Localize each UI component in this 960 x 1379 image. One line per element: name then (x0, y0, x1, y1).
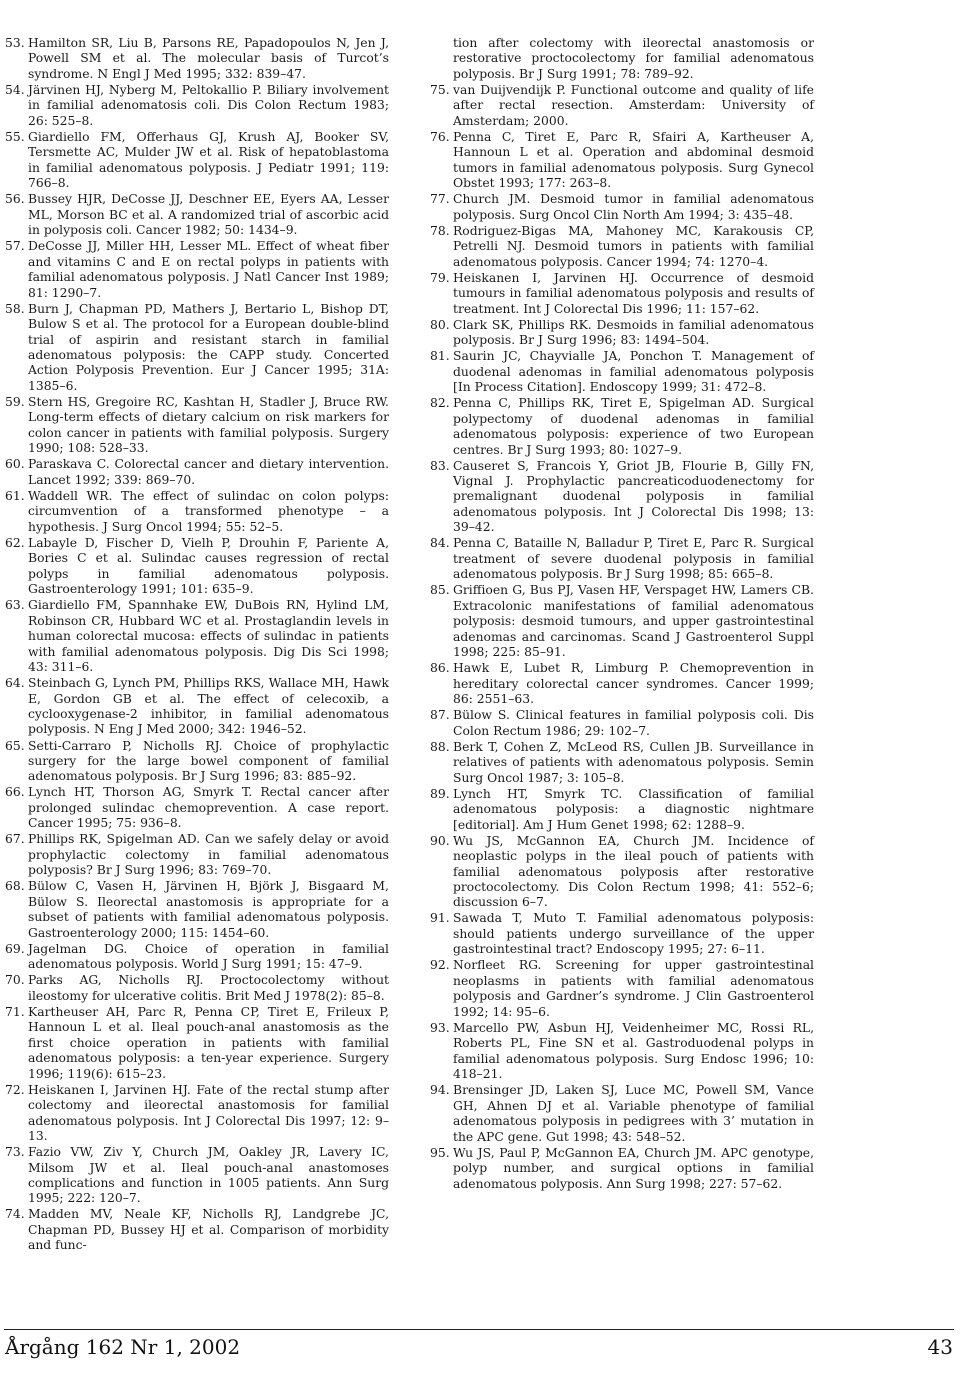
reference-item (5, 973, 389, 1004)
reference-citation: Setti-Carraro P, Nicholls RJ. Choice of prophylactic surgery for the large bowel component of familial adenomatous polyposis. Br J Surg 1996; 83: 885–92. (28, 738, 389, 784)
reference-citation: Berk T, Cohen Z, McLeod RS, Cullen JB. Surveillance in relatives of patients with adenomatous polyposis. Semin Surg Oncol 1987; 3: 105–8. (453, 739, 814, 785)
reference-number: 88. (430, 739, 450, 754)
reference-number: 64. (5, 676, 25, 691)
reference-item (5, 1083, 389, 1145)
reference-item (5, 1005, 389, 1082)
reference-item (430, 1083, 814, 1145)
reference-item (430, 318, 814, 349)
reference-citation: DeCosse JJ, Miller HH, Lesser ML. Effect of wheat fiber and vitamins C and E on rectal polyps in patients with familial adenomatous polyposis. J Natl Cancer Inst 1989; 81: 1290–7. (28, 239, 389, 300)
reference-item (430, 130, 814, 192)
reference-citation: Rodriguez-Bigas MA, Mahoney MC, Karakousis CP, Petrelli NJ. Desmoid tumors in patients with familial adenomatous polyposis. Cancer 1994; 74: 1270–4. (453, 223, 814, 269)
reference-item (5, 1207, 389, 1253)
reference-number: 87. (430, 708, 450, 723)
reference-number: 92. (430, 958, 450, 973)
reference-number: 53. (5, 36, 25, 50)
reference-number: 55. (5, 129, 25, 144)
reference-item (430, 349, 814, 395)
reference-item (5, 879, 389, 941)
journal-issue: Årgång 162 Nr 1, 2002 (5, 1335, 241, 1359)
reference-citation: Steinbach G, Lynch PM, Phillips RKS, Wallace MH, Hawk E, Gordon GB et al. The effect of celecoxib, a cyclooxygenase-2 inhibitor, in familial adenomatous polyposis. N Eng J Med 2000; 342: 1946–52. (28, 676, 389, 737)
reference-citation: Lynch HT, Smyrk TC. Classification of familial adenomatous polyposis: a diagnostic nightmare [editorial]. Am J Hum Genet 1998; 62: 1288–9. (453, 786, 814, 832)
reference-citation: Giardiello FM, Spannhake EW, DuBois RN, Hylind LM, Robinson CR, Hubbard WC et al. Prostaglandin levels in human colorectal mucosa: effects of sulindac in patients with familial adenomatous polyposis. Dig Dis Sci 1998; 43: 311–6. (28, 598, 389, 675)
reference-citation: Kartheuser AH, Parc R, Penna CP, Tiret E, Frileux P, Hannoun L et al. Ileal pouch-anal anastomosis as the first choice operation in patients with familial adenomatous polyposis: a ten-year experience. Surgery 1996; 119(6): 615–23. (28, 1004, 389, 1081)
reference-item (5, 395, 389, 457)
reference-item (5, 942, 389, 973)
reference-citation: Burn J, Chapman PD, Mathers J, Bertario L, Bishop DT, Bulow S et al. The protocol for a European double-blind trial of aspirin and resistant starch in familial adenomatous polyposis: the CAPP study. Concerted Action Polyposis Prevention. Eur J Cancer 1995; 31A: 1385–6. (28, 301, 389, 393)
reference-number: 56. (5, 192, 25, 207)
reference-number: 68. (5, 879, 25, 894)
reference-item (430, 396, 814, 458)
reference-citation: Causeret S, Francois Y, Griot JB, Flourie B, Gilly FN, Vignal J. Prophylactic pancreaticoduodenectomy for premalignant duodenal polyposis in familial adenomatous polyposis. Int J Colorectal Dis 1998; 13: 39–42. (453, 458, 814, 535)
reference-item (5, 36, 389, 82)
reference-citation: Bülow S. Clinical features in familial polyposis coli. Dis Colon Rectum 1986; 29: 102–7. (453, 708, 814, 738)
reference-number: 63. (5, 598, 25, 613)
reference-citation: van Duijvendijk P. Functional outcome and quality of life after rectal resection. Amsterdam: University of Amsterdam; 2000. (453, 82, 814, 128)
reference-number: 90. (430, 833, 450, 848)
reference-continuation (430, 36, 814, 82)
reference-citation: Labayle D, Fischer D, Vielh P, Drouhin F, Pariente A, Bories C et al. Sulindac causes regression of rectal polyps in familial adenomatous polyposis. Gastroenterology 1991; 101: 635–9. (28, 535, 389, 597)
reference-item (430, 459, 814, 536)
reference-citation: Giardiello FM, Offerhaus GJ, Krush AJ, Booker SV, Tersmette AC, Mulder JW et al. Risk of hepatoblastoma in familial adenomatous polyposis. J Pediatr 1991; 119: 766–8. (28, 129, 389, 191)
reference-column-left (5, 36, 389, 1254)
reference-number: 61. (5, 488, 25, 503)
reference-number: 77. (430, 192, 450, 207)
reference-number: 57. (5, 239, 25, 254)
reference-citation: Penna C, Tiret E, Parc R, Sfairi A, Kartheuser A, Hannoun L et al. Operation and abdominal desmoid tumors in familial adenomatous polyposis. Surg Gynecol Obstet 1993; 177: 263–8. (453, 129, 814, 191)
reference-number: 72. (5, 1082, 25, 1097)
reference-citation: Marcello PW, Asbun HJ, Veidenheimer MC, Rossi RL, Roberts PL, Fine SN et al. Gastroduodenal polyps in familial adenomatous polyposis. Surg Endosc 1996; 10: 418–21. (453, 1020, 814, 1082)
reference-number: 66. (5, 785, 25, 800)
reference-citation: Jagelman DG. Choice of operation in familial adenomatous polyposis. World J Surg 1991; 15: 47–9. (28, 941, 389, 972)
reference-continuation-text: tion after colectomy with ileorectal anastomosis or restorative proctocolectomy for familial adenomatous polyposis. Br J Surg 1991; 78: 789–92. (453, 36, 814, 81)
reference-number: 78. (430, 223, 450, 238)
reference-citation: Penna C, Bataille N, Balladur P, Tiret E, Parc R. Surgical treatment of severe duodenal polyposis in familial adenomatous polyposis. Br J Surg 1998; 85: 665–8. (453, 536, 814, 582)
reference-number: 81. (430, 349, 450, 364)
reference-citation: Madden MV, Neale KF, Nicholls RJ, Landgrebe JC, Chapman PD, Bussey HJ et al. Comparison of morbidity and func- (28, 1207, 389, 1253)
reference-number: 73. (5, 1145, 25, 1160)
reference-number: 85. (430, 583, 450, 598)
reference-citation: Wu JS, Paul P, McGannon EA, Church JM. APC genotype, polyp number, and surgical options in familial adenomatous polyposis. Ann Surg 1998; 227: 57–62. (453, 1145, 814, 1191)
reference-item (5, 489, 389, 535)
reference-number: 69. (5, 941, 25, 956)
reference-item (430, 192, 814, 223)
reference-citation: Heiskanen I, Jarvinen HJ. Fate of the rectal stump after colectomy and ileorectal anastomosis for familial adenomatous polyposis. Int J Colorectal Dis 1997; 12: 9–13. (28, 1082, 389, 1143)
reference-item (5, 536, 389, 598)
reference-item (430, 536, 814, 582)
reference-number: 60. (5, 457, 25, 472)
reference-item (430, 661, 814, 707)
reference-number: 84. (430, 536, 450, 551)
reference-citation: Fazio VW, Ziv Y, Church JM, Oakley JR, Lavery IC, Milsom JW et al. Ileal pouch-anal anastomoses complications and function in 1005 patients. Ann Surg 1995; 222: 120–7. (28, 1145, 389, 1206)
reference-item (430, 1021, 814, 1083)
reference-item (430, 834, 814, 911)
reference-item (5, 239, 389, 301)
reference-number: 80. (430, 317, 450, 332)
reference-number: 75. (430, 82, 450, 97)
reference-number: 91. (430, 911, 450, 926)
reference-citation: Sawada T, Muto T. Familial adenomatous polyposis: should patients undergo surveillance of the upper gastrointestinal tract? Endoscopy 1995; 27: 6–11. (453, 911, 814, 957)
reference-item (430, 271, 814, 317)
reference-citation: Hamilton SR, Liu B, Parsons RE, Papadopoulos N, Jen J, Powell SM et al. The molecular basis of Turcot’s syndrome. N Engl J Med 1995; 332: 839–47. (28, 36, 389, 81)
reference-citation: Hawk E, Lubet R, Limburg P. Chemoprevention in hereditary colorectal cancer syndromes. Cancer 1999; 86: 2551–63. (453, 661, 814, 707)
reference-citation: Järvinen HJ, Nyberg M, Peltokallio P. Biliary involvement in familial adenomatosis coli. Dis Colon Rectum 1983; 26: 525–8. (28, 82, 389, 128)
reference-item (5, 457, 389, 488)
reference-number: 95. (430, 1145, 450, 1160)
reference-citation: Parks AG, Nicholls RJ. Proctocolectomy without ileostomy for ulcerative colitis. Brit Med J 1978(2): 85–8. (28, 973, 389, 1003)
reference-citation: Norfleet RG. Screening for upper gastrointestinal neoplasms in patients with familial adenomatous polyposis and Gardner’s syndrome. J Clin Gastroenterol 1992; 14: 95–6. (453, 958, 814, 1019)
reference-number: 65. (5, 738, 25, 753)
reference-number: 76. (430, 129, 450, 144)
reference-citation: Lynch HT, Thorson AG, Smyrk T. Rectal cancer after prolonged sulindac chemoprevention. A case report. Cancer 1995; 75: 936–8. (28, 785, 389, 831)
page-number: 43 (927, 1335, 953, 1359)
reference-number: 86. (430, 661, 450, 676)
reference-citation: Brensinger JD, Laken SJ, Luce MC, Powell SM, Vance GH, Ahnen DJ et al. Variable phenotype of familial adenomatous polyposis in pedigrees with 3’ mutation in the APC gene. Gut 1998; 43: 548–52. (453, 1083, 814, 1144)
reference-citation: Stern HS, Gregoire RC, Kashtan H, Stadler J, Bruce RW. Long-term effects of dietary calcium on risk markers for colon cancer in patients with familial polyposis. Surgery 1990; 108: 528–33. (28, 394, 389, 456)
reference-number: 62. (5, 535, 25, 550)
reference-citation: Griffioen G, Bus PJ, Vasen HF, Verspaget HW, Lamers CB. Extracolonic manifestations of familial adenomatous polyposis: desmoid tumours, and upper gastrointestinal adenomas and carcinomas. Scand J Gastroenterol Suppl 1998; 225: 85–91. (453, 583, 814, 660)
reference-citation: Bussey HJR, DeCosse JJ, Deschner EE, Eyers AA, Lesser ML, Morson BC et al. A randomized trial of ascorbic acid in polyposis coli. Cancer 1982; 50: 1434–9. (28, 192, 389, 238)
reference-item (5, 192, 389, 238)
reference-number: 54. (5, 82, 25, 97)
reference-item (5, 1145, 389, 1207)
reference-item (430, 958, 814, 1020)
reference-citation: Heiskanen I, Jarvinen HJ. Occurrence of desmoid tumours in familial adenomatous polyposis and results of treatment. Int J Colorectal Dis 1996; 11: 157–62. (453, 270, 814, 316)
reference-citation: Bülow C, Vasen H, Järvinen H, Björk J, Bisgaard M, Bülow S. Ileorectal anastomosis is appropriate for a subset of patients with familial adenomatous polyposis. Gastroenterology 2000; 115: 1454–60. (28, 879, 389, 940)
reference-item (430, 83, 814, 129)
reference-item (430, 1146, 814, 1192)
reference-number: 67. (5, 832, 25, 847)
reference-citation: Penna C, Phillips RK, Tiret E, Spigelman AD. Surgical polypectomy of duodenal adenomas in familial adenomatous polyposis: experience of two European centres. Br J Surg 1993; 80: 1027–9. (453, 396, 814, 457)
reference-number: 93. (430, 1020, 450, 1035)
reference-item (5, 598, 389, 675)
reference-number: 58. (5, 301, 25, 316)
reference-item (430, 224, 814, 270)
reference-item (430, 787, 814, 833)
reference-number: 83. (430, 458, 450, 473)
reference-number: 71. (5, 1004, 25, 1019)
reference-item (5, 739, 389, 785)
reference-number: 74. (5, 1207, 25, 1222)
reference-item (430, 708, 814, 739)
reference-citation: Waddell WR. The effect of sulindac on colon polyps: circumvention of a transformed phenotype – a hypothesis. J Surg Oncol 1994; 55: 52–5. (28, 488, 389, 534)
reference-item (430, 740, 814, 786)
reference-item (5, 83, 389, 129)
reference-item (5, 302, 389, 395)
reference-item (5, 130, 389, 192)
reference-citation: Saurin JC, Chayvialle JA, Ponchon T. Management of duodenal adenomas in familial adenomatous polyposis [In Process Citation]. Endoscopy 1999; 31: 472–8. (453, 349, 814, 395)
reference-item (430, 583, 814, 660)
reference-number: 79. (430, 270, 450, 285)
reference-number: 82. (430, 396, 450, 411)
reference-column-right (430, 36, 814, 1193)
reference-number: 89. (430, 786, 450, 801)
reference-item (5, 785, 389, 831)
reference-item (5, 832, 389, 878)
footer-rule (4, 1329, 954, 1330)
reference-citation: Phillips RK, Spigelman AD. Can we safely delay or avoid prophylactic colectomy in familial adenomatous polyposis? Br J Surg 1996; 83: 769–70. (28, 832, 389, 878)
reference-citation: Paraskava C. Colorectal cancer and dietary intervention. Lancet 1992; 339: 869–70. (28, 457, 389, 487)
reference-number: 70. (5, 973, 25, 988)
reference-citation: Clark SK, Phillips RK. Desmoids in familial adenomatous polyposis. Br J Surg 1996; 83: 1494–504. (453, 317, 814, 348)
reference-number: 94. (430, 1083, 450, 1098)
reference-citation: Church JM. Desmoid tumor in familial adenomatous polyposis. Surg Oncol Clin North Am 1994; 3: 435–48. (453, 192, 814, 222)
reference-item (430, 911, 814, 957)
reference-number: 59. (5, 394, 25, 409)
reference-item (5, 676, 389, 738)
reference-citation: Wu JS, McGannon EA, Church JM. Incidence of neoplastic polyps in the ileal pouch of patients with familial adenomatous polyposis after restorative proctocolectomy. Dis Colon Rectum 1998; 41: 552–6; discussion 6–7. (453, 833, 814, 910)
